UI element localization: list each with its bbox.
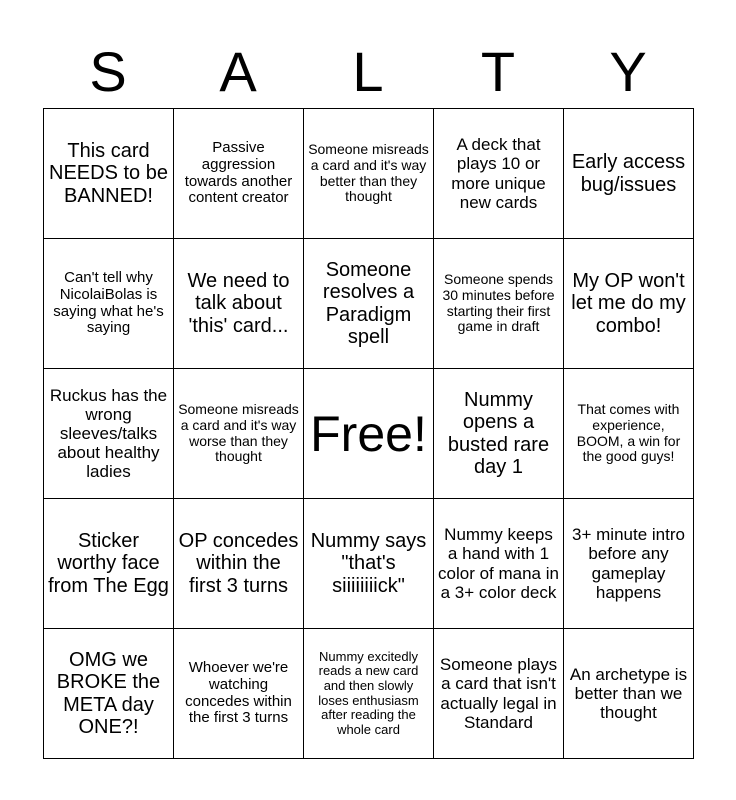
bingo-cell[interactable]: OMG we BROKE the META day ONE?! [44,629,174,759]
bingo-cell[interactable]: My OP won't let me do my combo! [564,239,694,369]
bingo-cell[interactable]: 3+ minute intro before any gameplay happens [564,499,694,629]
bingo-cell[interactable]: Nummy keeps a hand with 1 color of mana in a 3+ color deck [434,499,564,629]
bingo-cell[interactable]: That comes with experience, BOOM, a win for the good guys! [564,369,694,499]
bingo-row [44,239,694,369]
bingo-cell[interactable]: Someone plays a card that isn't actually legal in Standard [434,629,564,759]
bingo-cell[interactable]: A deck that plays 10 or more unique new cards [434,109,564,239]
bingo-row [44,629,694,759]
bingo-cell[interactable]: Nummy excitedly reads a new card and then slowly loses enthusiasm after reading the whole card [304,629,434,759]
bingo-header [43,36,693,108]
header-letter-t: T [480,40,516,103]
bingo-cell[interactable]: Passive aggression towards another content creator [174,109,304,239]
bingo-cell[interactable]: Someone misreads a card and it's way worse than they thought [174,369,304,499]
header-letter-a: A [219,40,257,103]
bingo-cell[interactable]: Nummy says "that's siiiiiiiick" [304,499,434,629]
bingo-cell[interactable]: An archetype is better than we thought [564,629,694,759]
bingo-cell[interactable]: Early access bug/issues [564,109,694,239]
bingo-cell[interactable]: Whoever we're watching concedes within the first 3 turns [174,629,304,759]
bingo-row [44,499,694,629]
bingo-cell[interactable]: Sticker worthy face from The Egg [44,499,174,629]
bingo-cell[interactable]: Someone resolves a Paradigm spell [304,239,434,369]
bingo-cell[interactable]: Ruckus has the wrong sleeves/talks about healthy ladies [44,369,174,499]
bingo-cell[interactable]: This card NEEDS to be BANNED! [44,109,174,239]
header-letter-l: L [352,40,384,103]
bingo-row [44,109,694,239]
bingo-cell[interactable]: Someone spends 30 minutes before starting their first game in draft [434,239,564,369]
header-letter-s: S [89,40,127,103]
header-letter-y: Y [609,40,647,103]
bingo-cell[interactable]: Can't tell why NicolaiBolas is saying what he's saying [44,239,174,369]
bingo-cell[interactable]: OP concedes within the first 3 turns [174,499,304,629]
free-space-cell[interactable]: Free! [304,369,434,499]
bingo-cell[interactable]: Nummy opens a busted rare day 1 [434,369,564,499]
bingo-cell[interactable]: Someone misreads a card and it's way better than they thought [304,109,434,239]
bingo-cell[interactable]: We need to talk about 'this' card... [174,239,304,369]
bingo-grid [43,108,694,759]
bingo-row [44,369,694,499]
